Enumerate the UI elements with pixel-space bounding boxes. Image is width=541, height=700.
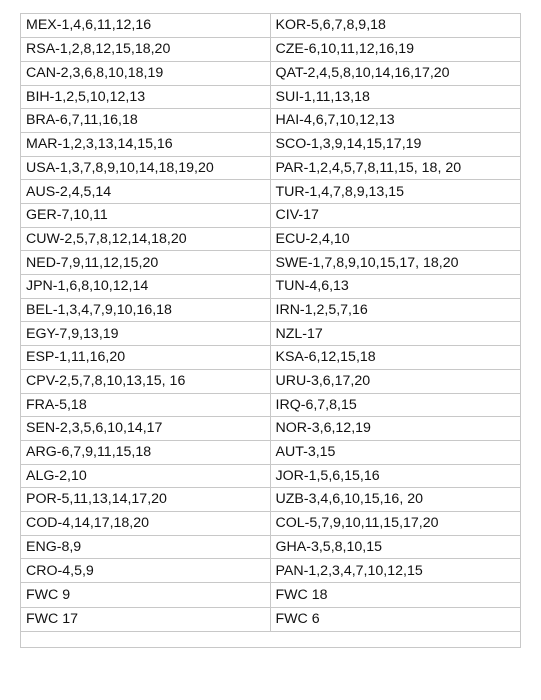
codes-table [21,14,520,632]
table-cell: NOR-3,6,12,19 [270,417,520,441]
table-row [21,346,520,370]
table-row [21,61,520,85]
table-cell: COL-5,7,9,10,11,15,17,20 [270,511,520,535]
table-cell: TUR-1,4,7,8,9,13,15 [270,180,520,204]
table-cell: CPV-2,5,7,8,10,13,15, 16 [21,369,270,393]
table-cell: BIH-1,2,5,10,12,13 [21,85,270,109]
table-cell: ALG-2,10 [21,464,270,488]
table-cell: AUS-2,4,5,14 [21,180,270,204]
table-cell: CZE-6,10,11,12,16,19 [270,38,520,62]
table-cell: CUW-2,5,7,8,12,14,18,20 [21,227,270,251]
table-cell: MAR-1,2,3,13,14,15,16 [21,132,270,156]
table-cell: SWE-1,7,8,9,10,15,17, 18,20 [270,251,520,275]
table-row [21,511,520,535]
table-cell: ESP-1,11,16,20 [21,346,270,370]
table-cell: FWC 9 [21,583,270,608]
table-cell: USA-1,3,7,8,9,10,14,18,19,20 [21,156,270,180]
table-cell: ARG-6,7,9,11,15,18 [21,440,270,464]
table-cell: QAT-2,4,5,8,10,14,16,17,20 [270,61,520,85]
table-cell: SEN-2,3,5,6,10,14,17 [21,417,270,441]
table-cell: TUN-4,6,13 [270,275,520,299]
table-cell: FRA-5,18 [21,393,270,417]
table-cell: SCO-1,3,9,14,15,17,19 [270,132,520,156]
table-row [21,38,520,62]
table-cell: ENG-8,9 [21,535,270,559]
table-cell: NED-7,9,11,12,15,20 [21,251,270,275]
table-cell: KSA-6,12,15,18 [270,346,520,370]
table-cell: CAN-2,3,6,8,10,18,19 [21,61,270,85]
table-cell: CIV-17 [270,204,520,228]
table-cell: EGY-7,9,13,19 [21,322,270,346]
table-cell: IRN-1,2,5,7,16 [270,298,520,322]
table-row [21,85,520,109]
table-row [21,322,520,346]
table-row [21,393,520,417]
table-cell: FWC 18 [270,583,520,608]
table-row [21,559,520,583]
table-cell: CRO-4,5,9 [21,559,270,583]
table-cell: SUI-1,11,13,18 [270,85,520,109]
table-cell: JOR-1,5,6,15,16 [270,464,520,488]
table-row [21,14,520,38]
table-row [21,488,520,512]
table-cell: GER-7,10,11 [21,204,270,228]
table-cell: PAR-1,2,4,5,7,8,11,15, 18, 20 [270,156,520,180]
table-row [21,204,520,228]
codes-table-container [20,13,521,648]
table-cell: PAN-1,2,3,4,7,10,12,15 [270,559,520,583]
table-row [21,275,520,299]
table-row [21,180,520,204]
table-cell: BEL-1,3,4,7,9,10,16,18 [21,298,270,322]
table-cell: URU-3,6,17,20 [270,369,520,393]
table-cell: KOR-5,6,7,8,9,18 [270,14,520,38]
table-cell: HAI-4,6,7,10,12,13 [270,109,520,133]
table-row [21,535,520,559]
table-cell: POR-5,11,13,14,17,20 [21,488,270,512]
table-cell: RSA-1,2,8,12,15,18,20 [21,38,270,62]
table-cell: COD-4,14,17,18,20 [21,511,270,535]
table-cell: MEX-1,4,6,11,12,16 [21,14,270,38]
table-row [21,607,520,632]
table-cell: UZB-3,4,6,10,15,16, 20 [270,488,520,512]
table-cell: GHA-3,5,8,10,15 [270,535,520,559]
table-row [21,583,520,608]
table-cell: JPN-1,6,8,10,12,14 [21,275,270,299]
table-row [21,417,520,441]
table-cell: IRQ-6,7,8,15 [270,393,520,417]
table-row [21,156,520,180]
table-cell: NZL-17 [270,322,520,346]
table-cell: FWC 17 [21,607,270,632]
table-row [21,298,520,322]
table-row [21,251,520,275]
table-row [21,369,520,393]
table-cell: FWC 6 [270,607,520,632]
table-cell: ECU-2,4,10 [270,227,520,251]
table-cell: BRA-6,7,11,16,18 [21,109,270,133]
table-cell: AUT-3,15 [270,440,520,464]
table-row [21,132,520,156]
table-row [21,109,520,133]
table-row [21,227,520,251]
table-row [21,440,520,464]
table-row [21,464,520,488]
